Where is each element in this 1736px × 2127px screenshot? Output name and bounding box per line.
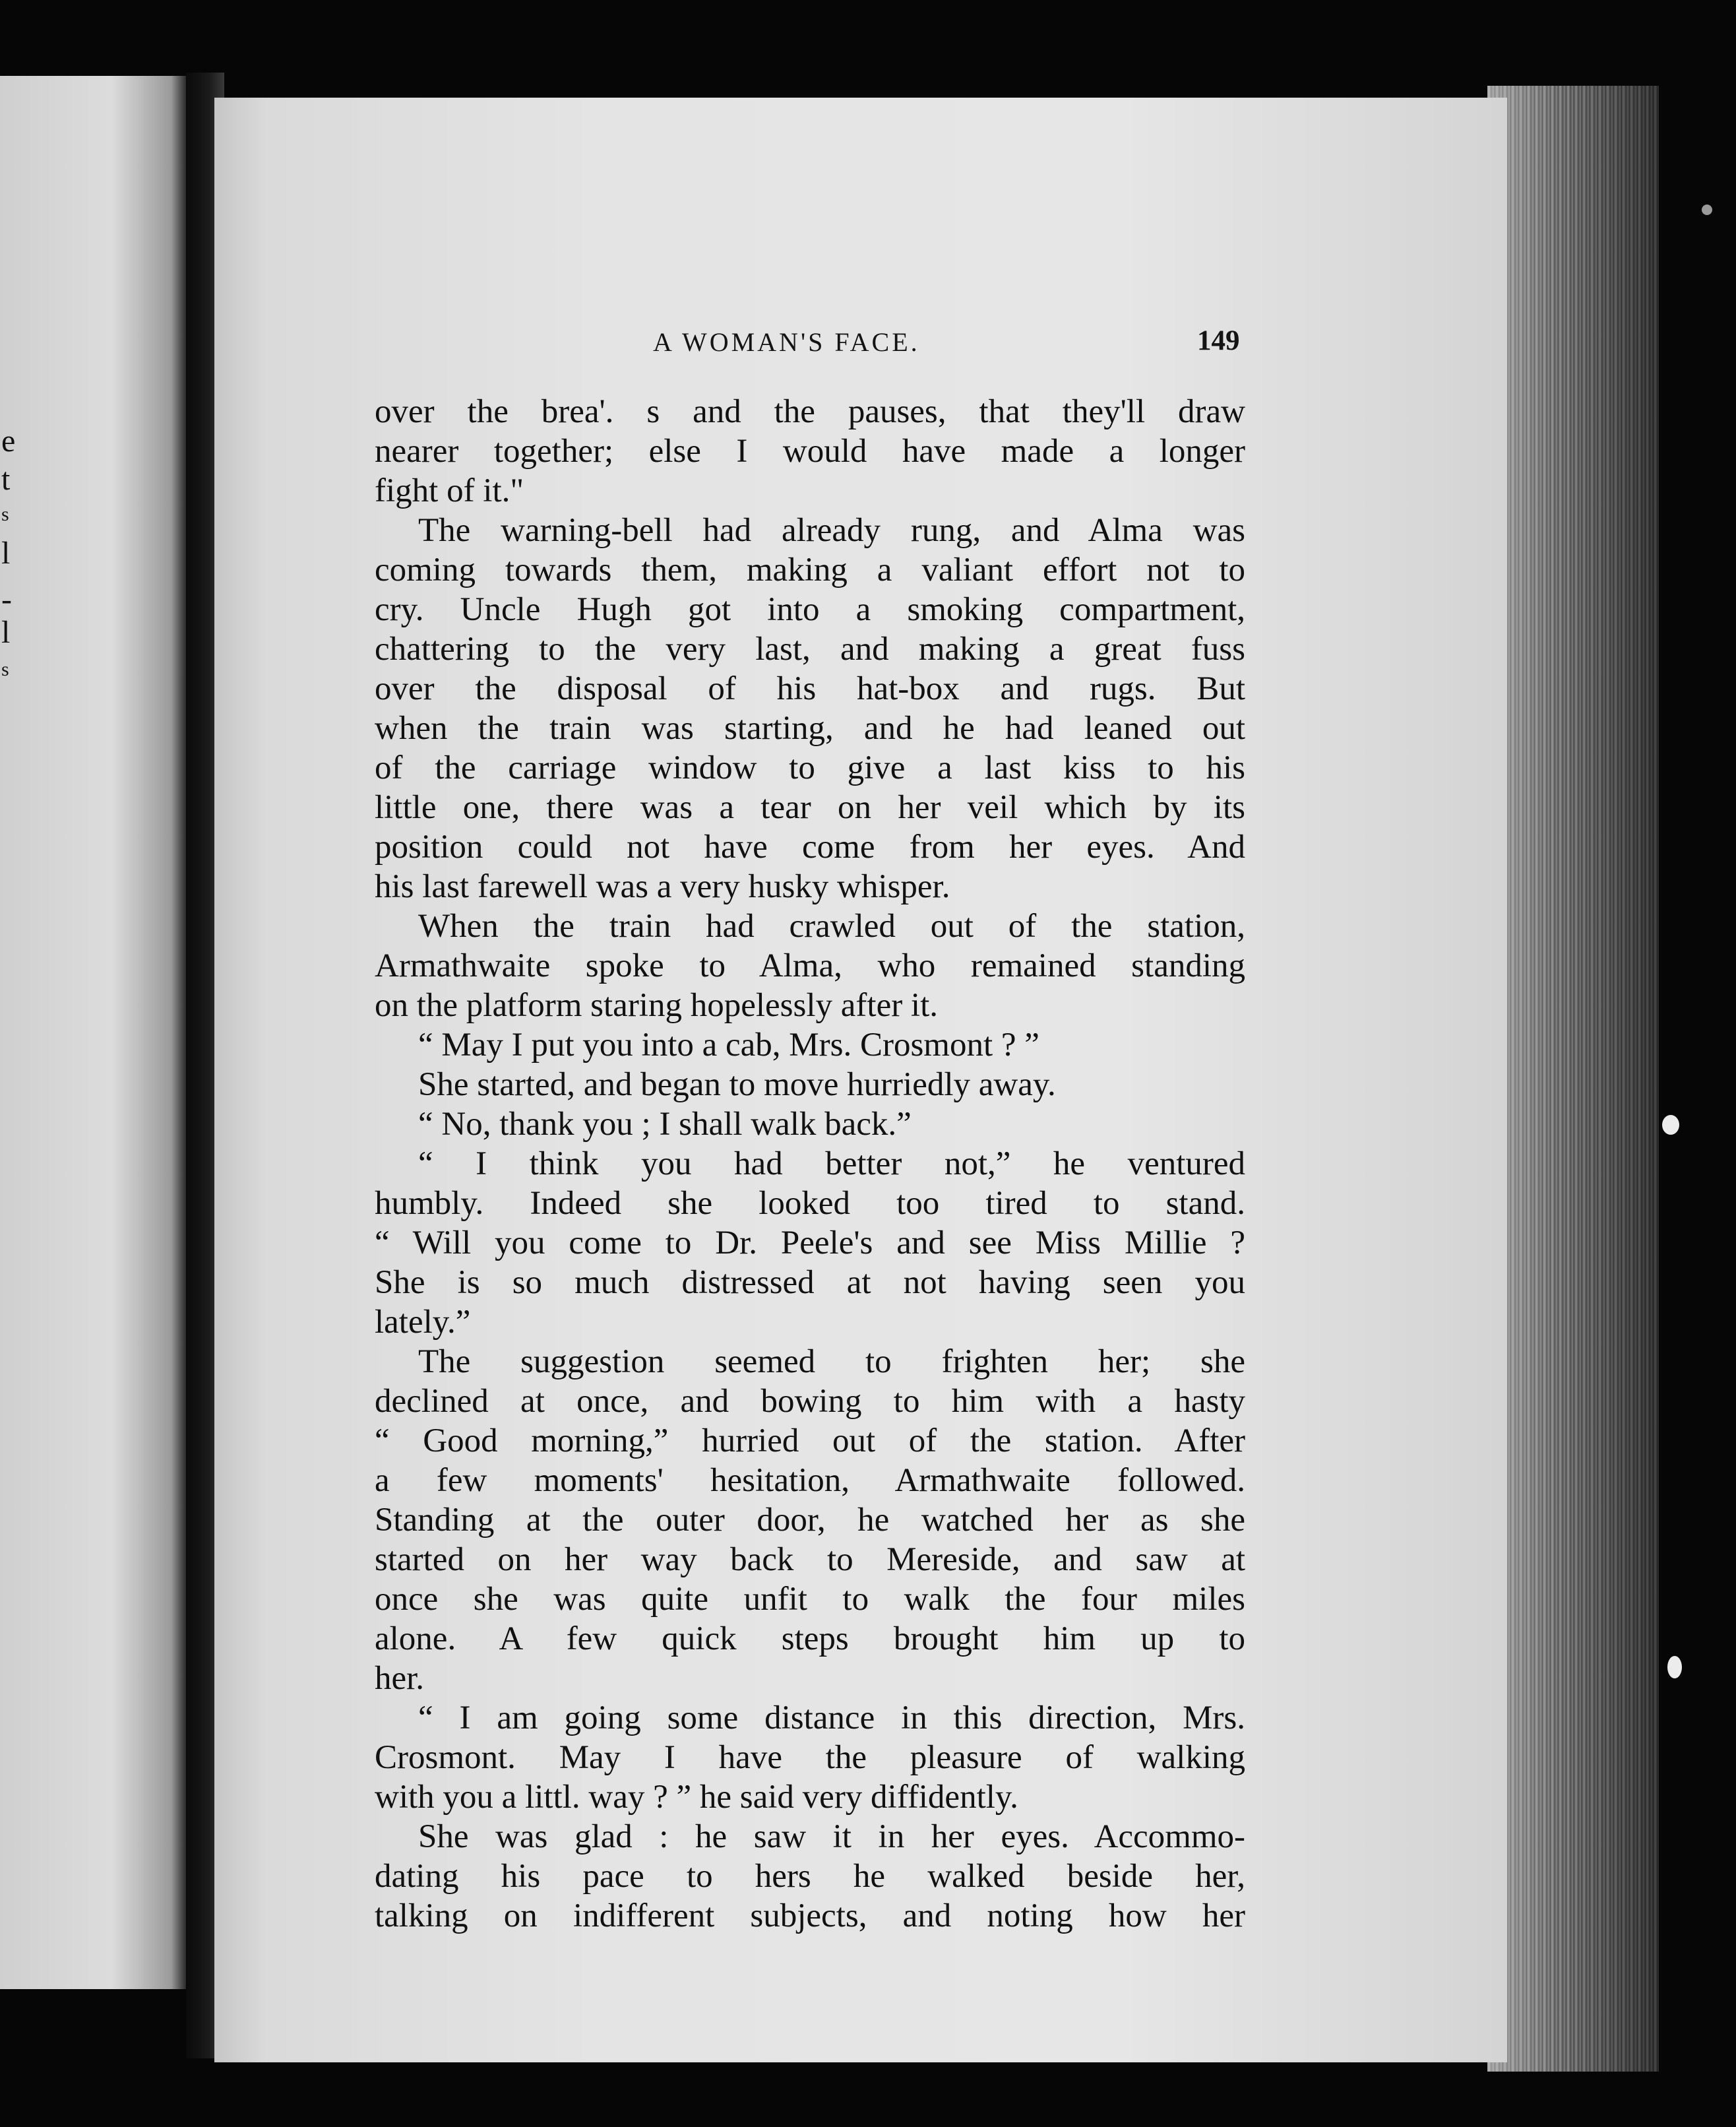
- text-line: alone. A few quick steps brought him up to: [375, 1620, 1245, 1657]
- text-line: once she was quite unfit to walk the four miles: [375, 1581, 1245, 1618]
- text-line: declined at once, and bowing to him with a hasty: [375, 1383, 1245, 1420]
- edge-character: s: [1, 658, 9, 680]
- text-line: dating his pace to hers he walked beside her,: [375, 1858, 1245, 1895]
- text-line: over the brea'. s and the pauses, that they'll draw: [375, 393, 1245, 430]
- text-line: Crosmont. May I have the pleasure of walking: [375, 1739, 1245, 1776]
- text-line: She is so much distressed at not having seen you: [375, 1264, 1245, 1301]
- text-line: nearer together; else I would have made a longer: [375, 433, 1245, 470]
- text-line: of the carriage window to give a last kiss to his: [375, 749, 1245, 786]
- text-line: coming towards them, making a valiant effort not to: [375, 552, 1245, 588]
- text-line: on the platform staring hopelessly after it.: [375, 987, 939, 1024]
- text-line: talking on indifferent subjects, and noting how her: [375, 1897, 1245, 1934]
- text-line: “ I think you had better not,” he ventured: [418, 1145, 1245, 1182]
- text-line: She started, and began to move hurriedly away.: [418, 1066, 1056, 1103]
- scan-speck: [1662, 1115, 1679, 1135]
- text-line: Armathwaite spoke to Alma, who remained standing: [375, 947, 1245, 984]
- scan-speck: [1667, 1656, 1682, 1678]
- text-line: with you a littl. way ? ” he said very diffidently.: [375, 1779, 1018, 1816]
- text-line: cry. Uncle Hugh got into a smoking compartment,: [375, 591, 1245, 628]
- edge-character: s: [1, 503, 9, 525]
- page-number: 149: [1197, 325, 1240, 356]
- text-line: “ I am going some distance in this direction, Mrs.: [418, 1699, 1245, 1736]
- text-line: “ Good morning,” hurried out of the station. After: [375, 1422, 1245, 1459]
- text-line: her.: [375, 1660, 425, 1697]
- text-line: “ Will you come to Dr. Peele's and see Miss Millie ?: [375, 1224, 1245, 1261]
- text-line: lately.”: [375, 1304, 471, 1341]
- text-line: started on her way back to Mereside, and saw at: [375, 1541, 1245, 1578]
- edge-character: l: [1, 536, 11, 571]
- text-line: She was glad : he saw it in her eyes. Accommo-: [418, 1818, 1245, 1855]
- body-text: [375, 392, 1245, 1936]
- edge-character: l: [1, 615, 11, 650]
- text-line: humbly. Indeed she looked too tired to stand.: [375, 1185, 1245, 1222]
- scan-speck: [1702, 205, 1712, 215]
- previous-page-edge: [0, 76, 186, 1989]
- text-line: When the train had crawled out of the station,: [418, 908, 1245, 945]
- text-line: Standing at the outer door, he watched her as she: [375, 1502, 1245, 1539]
- text-line: The suggestion seemed to frighten her; she: [418, 1343, 1245, 1380]
- text-line: position could not have come from her eyes. And: [375, 829, 1245, 866]
- text-line: over the disposal of his hat-box and rugs. But: [375, 670, 1245, 707]
- text-line: “ No, thank you ; I shall walk back.”: [418, 1106, 912, 1143]
- page-block-shading: [1487, 86, 1659, 2072]
- edge-character: -: [1, 582, 12, 617]
- text-line: his last farewell was a very husky whisper.: [375, 868, 950, 905]
- edge-character: e: [1, 424, 16, 459]
- text-line: chattering to the very last, and making a great fuss: [375, 631, 1245, 668]
- text-line: when the train was starting, and he had leaned out: [375, 710, 1245, 747]
- text-line: a few moments' hesitation, Armathwaite followed.: [375, 1462, 1245, 1499]
- edge-character: t: [1, 462, 11, 497]
- text-line: The warning-bell had already rung, and Alma was: [418, 512, 1245, 549]
- text-line: little one, there was a tear on her veil which by its: [375, 789, 1245, 826]
- text-line: “ May I put you into a cab, Mrs. Crosmont ? ”: [418, 1027, 1039, 1064]
- text-line: fight of it.": [375, 472, 524, 509]
- running-head: A WOMAN'S FACE.: [653, 327, 920, 357]
